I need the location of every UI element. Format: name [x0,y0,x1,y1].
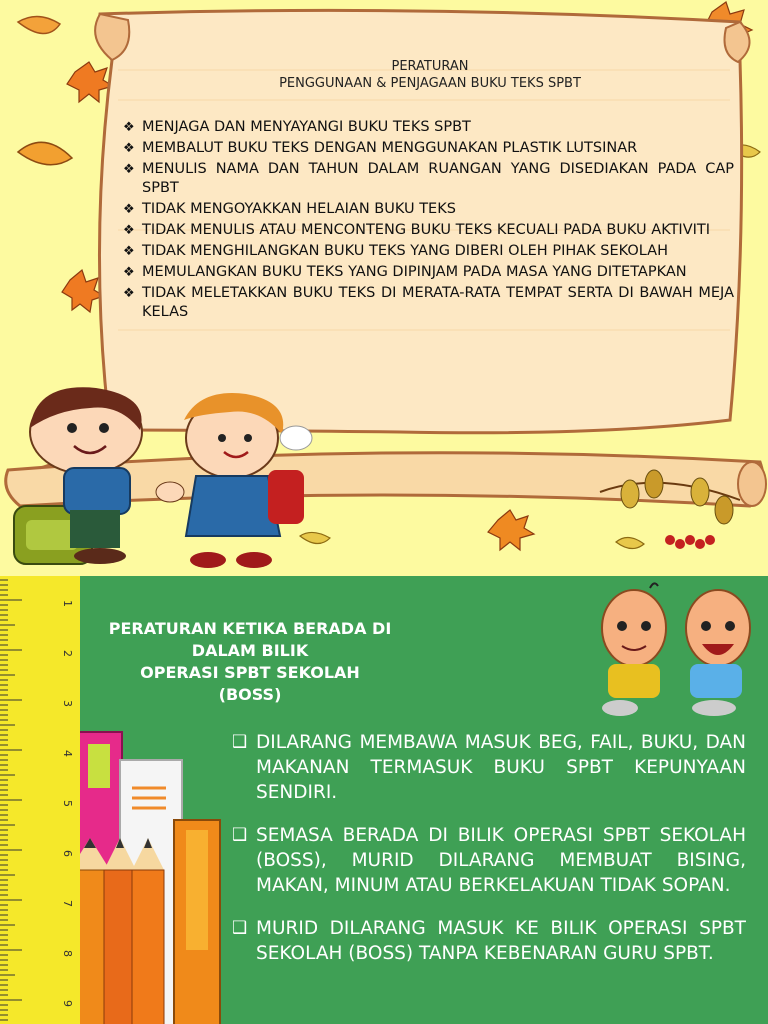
diamond-bullet-icon: ❖ [123,286,135,301]
checkbox-bullet-icon: ❑ [232,918,248,938]
diamond-bullet-icon: ❖ [123,202,135,217]
pencils-icon [70,838,164,1024]
ruler-number: 8 [61,950,74,957]
diamond-bullet-icon: ❖ [123,141,135,156]
list-item: ❖ MENJAGA DAN MENYAYANGI BUKU TEKS SPBT [123,119,471,135]
list-item: ❑ SEMASA BERADA DI BILIK OPERASI SPBT SEKOLAH (BOSS), MURID DILARANG MEMBUAT BISING, MAKAN, MINUM ATAU BERKELAKUAN TIDAK SOPAN. [232,825,746,896]
slide2-title [100,618,400,706]
diamond-bullet-icon: ❖ [123,120,135,135]
slide1-title-line1: PERATURAN [391,59,469,74]
ruler-number: 1 [61,600,74,607]
diamond-bullet-icon: ❖ [123,265,135,280]
slide2-title-line3: (BOSS) [218,685,282,704]
diamond-bullet-icon: ❖ [123,244,135,259]
slide2-rules-list [232,730,746,984]
ruler-number: 3 [61,700,74,707]
list-item: ❑ DILARANG MEMBAWA MASUK BEG, FAIL, BUKU, DAN MAKANAN TERMASUK BUKU SPBT KEPUNYAAN SENDIRI. [232,732,746,803]
cartoon-twins-illustration [602,583,750,716]
ruler-number: 2 [61,650,74,657]
list-item: ❖ TIDAK MENGOYAKKAN HELAIAN BUKU TEKS [123,201,456,217]
checkbox-bullet-icon: ❑ [232,825,248,845]
diamond-bullet-icon: ❖ [123,162,135,177]
slide-2 [0,576,768,1024]
ruler-number: 9 [61,1000,74,1007]
ruler-number: 6 [61,850,74,857]
list-item: ❑ MURID DILARANG MASUK KE BILIK OPERASI SPBT SEKOLAH (BOSS) TANPA KEBENARAN GURU SPBT. [232,918,746,964]
slide1-title-line2: PENGGUNAAN & PENJAGAAN BUKU TEKS SPBT [279,76,581,91]
list-item: ❖ TIDAK MENULIS ATAU MENCONTENG BUKU TEKS KECUALI PADA BUKU AKTIVITI [123,222,711,238]
slide2-title-line1: PERATURAN KETIKA BERADA DI DALAM BILIK [108,619,392,660]
ruler-number: 5 [61,800,74,807]
list-item: ❖ MEMULANGKAN BUKU TEKS YANG DIPINJAM PADA MASA YANG DITETAPKAN [123,264,687,280]
list-item: ❖ MENULIS NAMA DAN TAHUN DALAM RUANGAN YANG DISEDIAKAN PADA CAP SPBT [123,161,734,196]
slide2-title-line2: OPERASI SPBT SEKOLAH [140,663,360,682]
diamond-bullet-icon: ❖ [123,223,135,238]
checkbox-bullet-icon: ❑ [232,732,248,752]
list-item: ❖ TIDAK MENGHILANGKAN BUKU TEKS YANG DIBERI OLEH PIHAK SEKOLAH [123,243,669,259]
slide1-rules-list [120,118,734,324]
list-item: ❖ TIDAK MELETAKKAN BUKU TEKS DI MERATA-RATA TEMPAT SERTA DI BAWAH MEJA KELAS [123,285,734,320]
list-item: ❖ MEMBALUT BUKU TEKS DENGAN MENGGUNAKAN PLASTIK LUTSINAR [123,140,638,156]
ruler-icon [0,576,80,1024]
ruler-number: 4 [61,750,74,757]
ruler-number: 7 [61,900,74,907]
